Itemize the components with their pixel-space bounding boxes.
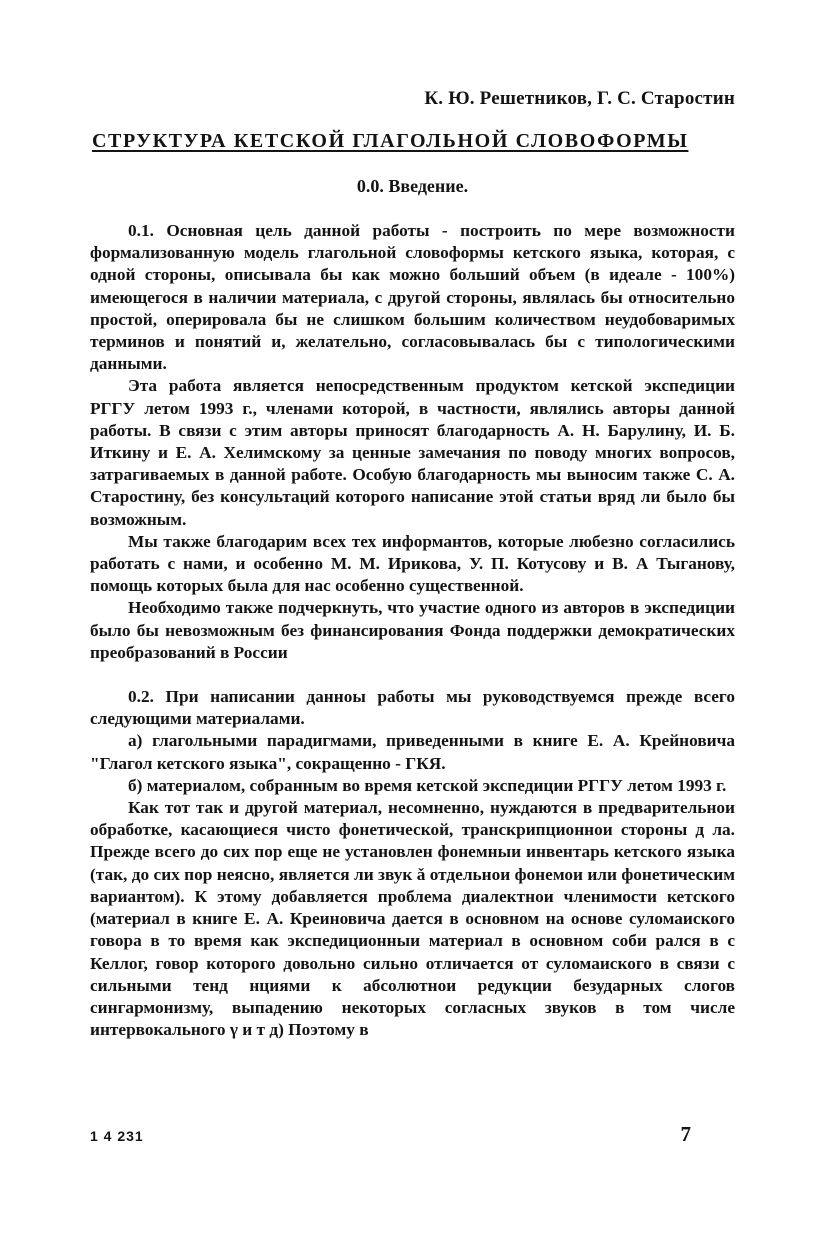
paragraph-acknowledgement-informants: Мы также благодарим всех тех информантов, которые любезно согласились работать с нами, и особенно М. М. Ирикова, У. П. Котусову и В. А Тыганову, помощь которых была для нас особенно существенной. (90, 531, 735, 596)
paragraph-processing: Как тот так и другой материал, несомненно, нуждаются в предварительнои обработке, касающиеся чисто фонетической, транскрипционнои стороны д ла. Прежде всего до сих пор еще не установлен фонемныи инвентарь кетского языка (так, до сих пор неясно, является ли звук ǎ отдельнои фонемои или фонетическим вариантом). К этому добавляется проблема диалектнои членимости кетского (материал в книге Е. А. Креиновича дается в основном на основе суломаиского говора в то время как экспедиционныи материал в основном соби рался в с Келлог, говор которого довольно сильно отличается от суломаиского в связи с сильными тенд нциями к абсолютнои редукции безударных слогов сингармонизму, выпадению некоторых согласных звуков в том числе интервокального γ и т д) Поэтому в (90, 798, 735, 1040)
paragraph-acknowledgement-expedition: Эта работа является непосредственным продуктом кетской экспедиции РГГУ летом 1993 г., членами которой, в частности, являлись авторы данной работы. В связи с этим авторы приносят благодарность А. Н. Барулину, И. Б. Иткину и Е. А. Хелимскому за ценные замечания по поводу многих вопросов, затрагиваемых в данной работе. Особую благодарность мы выносим также С. А. Старостину, без консультаций которого написание этой статьи вряд ли было бы возможным. (90, 376, 735, 529)
paragraph-0-2: 0.2. При написании данноы работы мы руководствуемся прежде всего следующими материалами. (90, 687, 735, 729)
authors-line: К. Ю. Решетников, Г. С. Старостин (424, 88, 735, 109)
paragraph-material-b: б) материалом, собранным во время кетской экспедиции РГГУ летом 1993 г. (128, 775, 727, 795)
paragraph-0-1: 0.1. Основная цель данной работы - построить по мере возможности формализованную модель глагольной словоформы кетского языка, которая, с одной стороны, описывала бы как можно больший объем (в идеале - 100%) имеющегося в наличии материала, с другой стороны, являлась бы относительно простой, оперировала бы не слишком большим количеством неудобоваримых терминов и понятий и, желательно, согласовывалась бы с типологическими данными. (90, 221, 735, 374)
article-title: СТРУКТУРА КЕТСКОЙ ГЛАГОЛЬНОЙ СЛОВОФОРМЫ (92, 130, 689, 152)
document-page (90, 0, 735, 1241)
page-number: 7 (680, 1122, 691, 1146)
paragraph-material-a: а) глагольными парадигмами, приведенными в книге Е. А. Крейновича "Глагол кетского языка", сокращенно - ГКЯ. (90, 731, 735, 773)
article-body (90, 220, 735, 1041)
paragraph-acknowledgement-funding: Необходимо также подчеркнуть, что участие одного из авторов в экспедиции было бы невозможным без финансирования Фонда поддержки демократических преобразований в России (90, 598, 735, 662)
printer-signature: 1 4 231 (90, 1128, 144, 1144)
section-heading: 0.0. Введение. (356, 176, 469, 196)
